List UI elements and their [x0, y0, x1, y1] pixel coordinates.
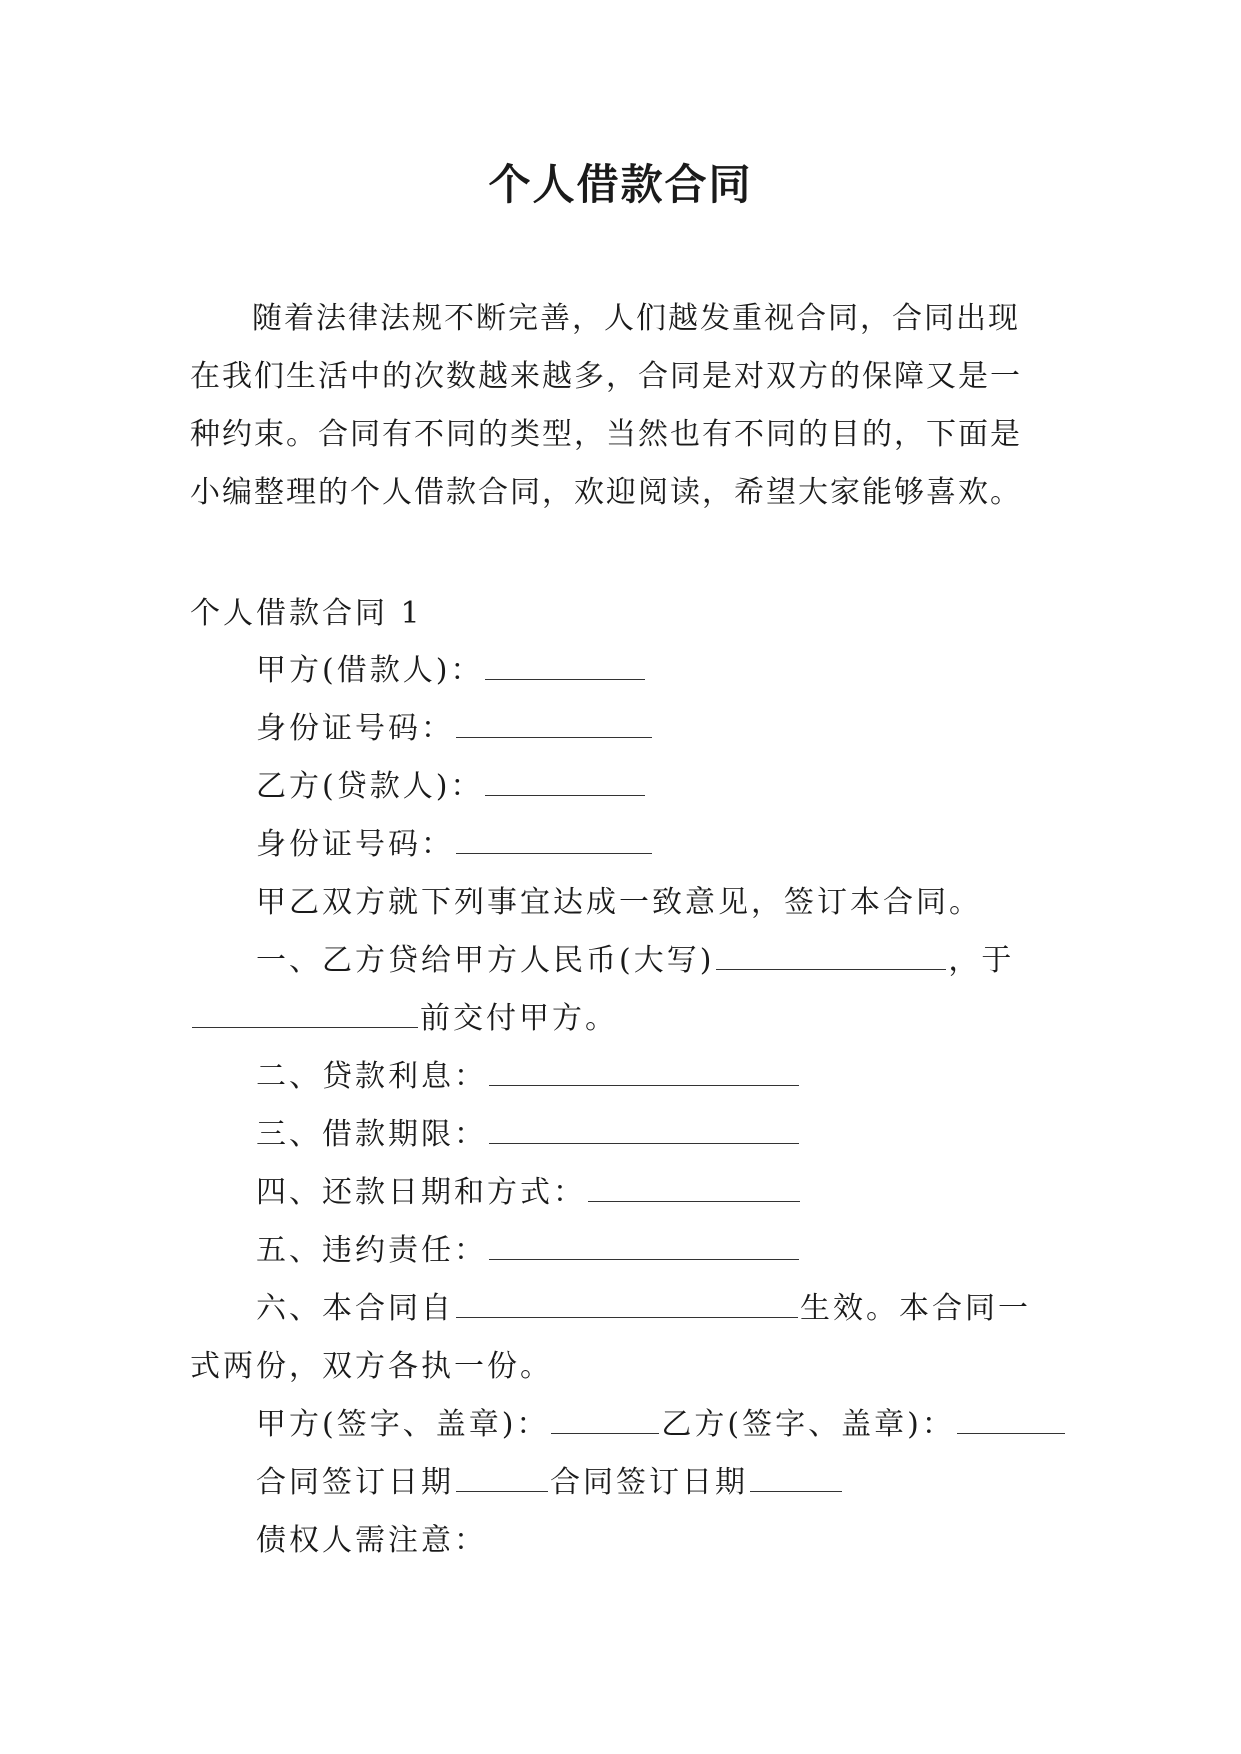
sign-a-blank[interactable] — [551, 1403, 659, 1434]
intro-line: 在我们生活中的次数越来越多，合同是对双方的保障又是一 — [190, 359, 1022, 394]
clause-1-text: 一、乙方贷给甲方人民币(大写) — [256, 943, 715, 978]
party-a-blank[interactable] — [485, 649, 645, 680]
repayment-blank[interactable] — [588, 1171, 800, 1202]
amount-blank[interactable] — [716, 939, 946, 970]
sign-b-label: 乙方(签字、盖章)： — [661, 1407, 955, 1442]
sign-b-blank[interactable] — [957, 1403, 1065, 1434]
party-b-blank[interactable] — [485, 765, 645, 796]
intro-line: 随着法律法规不断完善，人们越发重视合同，合同出现 — [252, 301, 1020, 336]
clause-4-row — [256, 1167, 802, 1211]
clause-6-text-2: 生效。本合同一 — [800, 1291, 1031, 1326]
clause-5-label: 五、违约责任： — [256, 1233, 487, 1268]
term-blank[interactable] — [489, 1113, 799, 1144]
sign-a-label: 甲方(签字、盖章)： — [256, 1407, 550, 1442]
id-label: 身份证号码： — [256, 711, 454, 746]
clause-3-label: 三、借款期限： — [256, 1117, 487, 1152]
clause-2-row — [256, 1051, 801, 1095]
section-heading: 个人借款合同 1 — [190, 596, 423, 631]
party-a-label: 甲方(借款人)： — [256, 653, 484, 688]
sign-date-row — [256, 1457, 844, 1501]
clause-1-row — [256, 935, 1014, 979]
intro-paragraph — [190, 290, 1070, 522]
liability-blank[interactable] — [489, 1229, 799, 1260]
date-b-label: 合同签订日期 — [550, 1465, 748, 1500]
agreement-line: 甲乙双方就下列事宜达成一致意见，签订本合同。 — [256, 885, 982, 920]
signature-row — [256, 1399, 1067, 1443]
clause-6-row — [256, 1283, 1031, 1327]
party-b-row — [256, 761, 647, 805]
clause-2-label: 二、贷款利息： — [256, 1059, 487, 1094]
id-row-1 — [256, 703, 654, 747]
clause-1-text-3: 前交付甲方。 — [420, 1001, 618, 1036]
clause-5-row — [256, 1225, 801, 1269]
intro-line: 小编整理的个人借款合同，欢迎阅读，希望大家能够喜欢。 — [190, 475, 1022, 510]
date-b-blank[interactable] — [750, 1461, 842, 1492]
party-a-row — [256, 645, 647, 689]
intro-line: 种约束。合同有不同的类型，当然也有不同的目的，下面是 — [190, 417, 1022, 452]
date-a-label: 合同签订日期 — [256, 1465, 454, 1500]
id-label: 身份证号码： — [256, 827, 454, 862]
date-blank[interactable] — [192, 997, 418, 1028]
id-blank[interactable] — [456, 823, 652, 854]
clause-1-text-2: ，于 — [948, 943, 1015, 978]
clause-6-row-2: 式两份，双方各执一份。 — [190, 1349, 553, 1384]
party-b-label: 乙方(贷款人)： — [256, 769, 484, 804]
creditor-note: 债权人需注意： — [256, 1523, 487, 1558]
id-row-2 — [256, 819, 654, 863]
clause-1-row-2 — [190, 993, 618, 1037]
document-title: 个人借款合同 — [488, 160, 753, 209]
id-blank[interactable] — [456, 707, 652, 738]
clause-6-text: 六、本合同自 — [256, 1291, 454, 1326]
interest-blank[interactable] — [489, 1055, 799, 1086]
date-a-blank[interactable] — [456, 1461, 548, 1492]
effective-date-blank[interactable] — [456, 1287, 798, 1318]
clause-3-row — [256, 1109, 801, 1153]
clause-4-label: 四、还款日期和方式： — [256, 1175, 586, 1210]
